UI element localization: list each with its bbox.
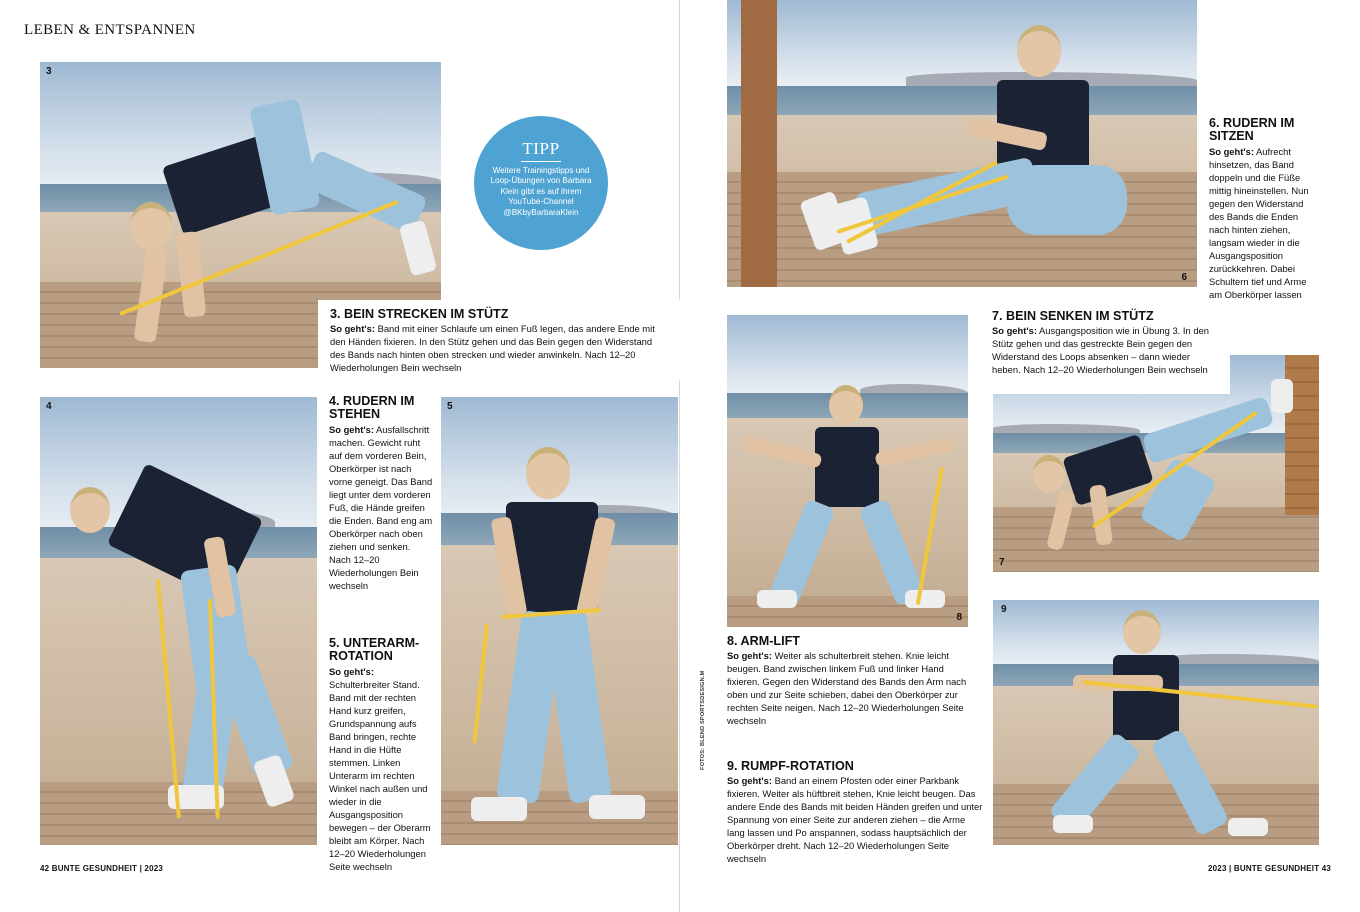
exercise-lead: So geht's:: [329, 665, 374, 677]
athlete-figure: [471, 437, 651, 837]
exercise-lead: So geht's:: [1209, 145, 1254, 157]
exercise-title: 8. ARM-LIFT: [727, 634, 800, 648]
exercise-5-text: [329, 637, 433, 873]
exercise-lead: So geht's:: [727, 650, 772, 662]
exercise-3-text: [330, 308, 668, 374]
exercise-photo-5: [441, 397, 678, 845]
exercise-title: 9. RUMPF-ROTATION: [727, 759, 854, 773]
folio-left: 42 BUNTE GESUNDHEIT | 2023: [40, 864, 164, 873]
exercise-photo-4: [40, 397, 317, 845]
photo-credit: FOTOS: BLEND SPORTSDESIGN.M: [700, 670, 706, 770]
athlete-figure: [60, 457, 300, 837]
photo-number: 5: [447, 401, 453, 412]
exercise-title: 6. RUDERN IM SITZEN: [1209, 116, 1295, 144]
exercise-8-text: [727, 635, 979, 727]
section-header: LEBEN & ENTSPANNEN: [24, 22, 196, 38]
exercise-lead: So geht's:: [330, 323, 375, 335]
exercise-title: 4. RUDERN IM STEHEN: [329, 394, 415, 422]
exercise-6-text: [1209, 117, 1321, 301]
photo-number: 6: [1181, 272, 1187, 283]
wooden-post: [741, 0, 777, 287]
exercise-body: Ausfallschritt machen. Gewicht ruht auf dem vorderen Bein, Oberkörper ist nach vorne geneigt. Das Band liegt unter dem vorderen Fuß, die Hände greifen die Enden. Band eng am Oberkörper nach oben ziehen und senken. Nach 12–20 Wiederholungen Bein wechseln: [329, 423, 433, 591]
exercise-9-text: [727, 760, 983, 865]
exercise-body: Ausgangsposition wie in Übung 3. In den Stütz gehen und das gestreckte Bein gegen den Widerstand des Loops absenken – dann wieder heben. Nach 12–20 Wiederholungen Bein wechseln: [992, 325, 1209, 376]
exercise-lead: So geht's:: [727, 775, 772, 787]
exercise-title: 7. BEIN SENKEN IM STÜTZ: [992, 309, 1154, 323]
exercise-4-text: [329, 395, 433, 592]
photo-number: 4: [46, 401, 52, 412]
exercise-body: Schulterbreiter Stand. Band mit der rechten Hand kurz greifen, Grundspannung aufs Band bringen, rechte Hand in die Hüfte stemmen. Linken Unterarm im rechten Winkel nach außen und wieder in die Ausgangsposition bewegen – der Oberarm bleibt am Körper. Nach 12–20 Wiederholungen Seite wechseln: [329, 678, 431, 872]
exercise-body: Band mit einer Schlaufe um einen Fuß legen, das andere Ende mit den Händen fixieren. In den Stütz gehen und das Bein gegen den Widerstand des Bands nach hinten oben strecken und wieder anwinkeln. Nach 12–20 Wiederholungen Bein wechseln: [330, 323, 655, 374]
exercise-lead: So geht's:: [992, 325, 1037, 337]
exercise-photo-9: [993, 600, 1319, 845]
exercise-lead: So geht's:: [329, 423, 374, 435]
photo-number: 8: [956, 612, 962, 623]
exercise-body: Band an einem Pfosten oder einer Parkbank fixieren. Weiter als hüftbreit stehen, Knie leicht beugen. Das andere Ende des Bands mit beiden Händen greifen und unter Spannung von einer Seite zur anderen ziehen – die Arme lang lassen und Po anspannen, sodass hauptsächlich der Oberkörper dreht. Nach 12–20 Wiederholungen Seite wechseln: [727, 775, 983, 865]
exercise-7-text: [992, 310, 1218, 376]
exercise-body: Aufrecht hinsetzen, das Band doppeln und die Füße mittig hineinstellen. Nun gegen den Widerstand des Bands die Enden nach hinten ziehen, langsam wieder in die Ausgangsposition zurückkehren. Dabei Schultern tief und Arme am Oberkörper lassen: [1209, 145, 1309, 300]
exercise-7-box: [980, 304, 1230, 394]
exercise-body: Weiter als schulterbreit stehen. Knie leicht beugen. Band zwischen linkem Fuß und linker Hand fixieren. Gegen den Widerstand des Bands den Arm nach oben und zur Seite schieben, dabei den Oberkörper zur rechten Seite neigen. Nach 12–20 Wiederholungen Seite wechseln: [727, 650, 967, 727]
folio-right: 2023 | BUNTE GESUNDHEIT 43: [1208, 864, 1332, 873]
athlete-figure: [1063, 610, 1293, 840]
exercise-title: 3. BEIN STRECKEN IM STÜTZ: [330, 307, 509, 321]
exercise-photo-6: [727, 0, 1197, 287]
tipp-title: TIPP: [522, 139, 560, 158]
exercise-photo-8: [727, 315, 968, 627]
photo-number: 3: [46, 66, 52, 77]
page-gutter: [679, 0, 680, 912]
exercise-3-box: [318, 300, 680, 380]
tipp-badge: [474, 116, 608, 250]
exercise-title: 5. UNTERARM-ROTATION: [329, 636, 420, 664]
photo-number: 7: [999, 557, 1005, 568]
tipp-text: Weitere Trainingstipps und Loop-Übungen von Barbara Klein gibt es auf ihrem YouTube-Channel @BKbyBarbaraKlein: [490, 166, 592, 217]
athlete-figure: [1023, 375, 1303, 565]
tipp-divider: [521, 161, 561, 162]
photo-number: 9: [1001, 604, 1007, 615]
